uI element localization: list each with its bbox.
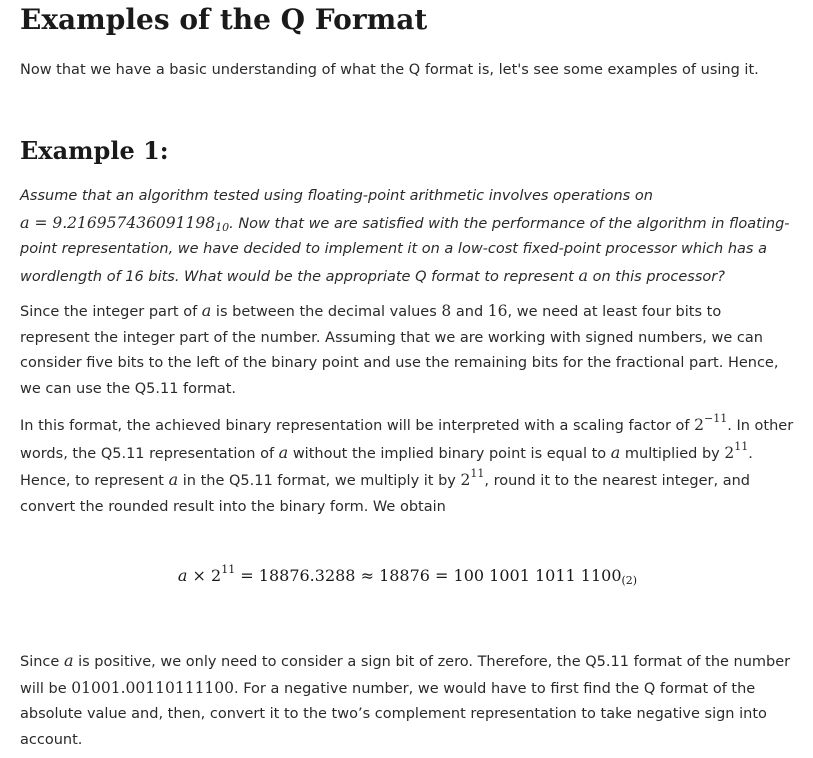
value-8: 8 [441,302,452,320]
question-rest2: on this processor? [588,268,725,285]
text: and [451,304,488,320]
text: Since [20,654,64,670]
text: . For a negative number, we would have to first find the Q format of the absolute value and, then, convert it to the two’s complement representation to take negative sign into account. [20,680,767,748]
exp-11: 11 [734,439,749,453]
var-a: a [20,212,30,232]
paragraph-scaling [20,413,795,520]
text: is positive, we only need to consider a sign bit of zero. Therefore, the Q5.11 format of the number will be [20,654,791,697]
text: . Hence, to represent [20,445,753,489]
eq-rest: = 18876.3288 ≈ 18876 = 100 1001 1011 1100 [235,566,622,585]
exp-neg-11: −11 [704,412,728,425]
binary-value: 01001.00110111100 [71,678,235,697]
var-a: a [201,301,212,320]
paragraph-integer-part [20,298,795,402]
base-2: 2 [460,471,471,489]
text: in the Q5.11 format, we multiply it by [178,473,461,489]
question-line1: Assume that an algorithm tested using floating-point arithmetic involves operations on [20,188,653,204]
paragraph-sign-bit [20,648,795,753]
a-base: 10 [215,220,230,234]
page-title: Examples of the Q Format [20,3,428,36]
question-rest1: . Now that we are satisfied with the performance of the algorithm in floating-point representation, we have decided to implement it on a low-cost fixed-point processor which has a wordlength of 16 bits. What would be the appropriate Q format to represent [20,215,790,285]
base-2: 2 [724,443,735,462]
eq-var-a: a [177,566,188,585]
var-a: a [278,442,289,462]
a-value: 9.216957436091198 [52,213,216,232]
intro-paragraph: Now that we have a basic understanding of what the Q format is, let's see some examples of using it. [20,62,759,78]
text: is between the decimal values [211,304,442,320]
eq-sign: = [29,213,53,232]
text: , round it to the nearest integer, and convert the rounded result into the binary form. We obtain [20,473,750,515]
eq-times: × [187,566,212,585]
question-paragraph [20,184,795,290]
var-a: a [168,470,179,489]
var-a: a [578,265,588,285]
text: . In other words, the Q5.11 representation of [20,418,794,462]
eq-two: 2 [211,566,222,585]
value-16: 16 [487,302,508,320]
base-2: 2 [694,416,705,434]
text: without the implied binary point is equal to [288,445,611,462]
var-a: a [63,651,74,670]
text: Since the integer part of [20,304,202,320]
eq-exp: 11 [221,563,236,576]
eq-sub: (2) [621,574,638,587]
var-a: a [610,442,621,462]
example-heading: Example 1: [20,136,169,165]
text: multiplied by [620,445,725,462]
text: , we need at least four bits to represent the integer part of the number. Assuming that we are working with signed numbers, we can consider five bits to the left of the binary point and use the remaining bits for the fractional part. Hence, we can use the Q5.11 format. [20,304,779,397]
text: In this format, the achieved binary representation will be interpreted with a scaling factor of [20,418,695,434]
display-equation [20,563,795,587]
exp-11: 11 [470,467,485,480]
